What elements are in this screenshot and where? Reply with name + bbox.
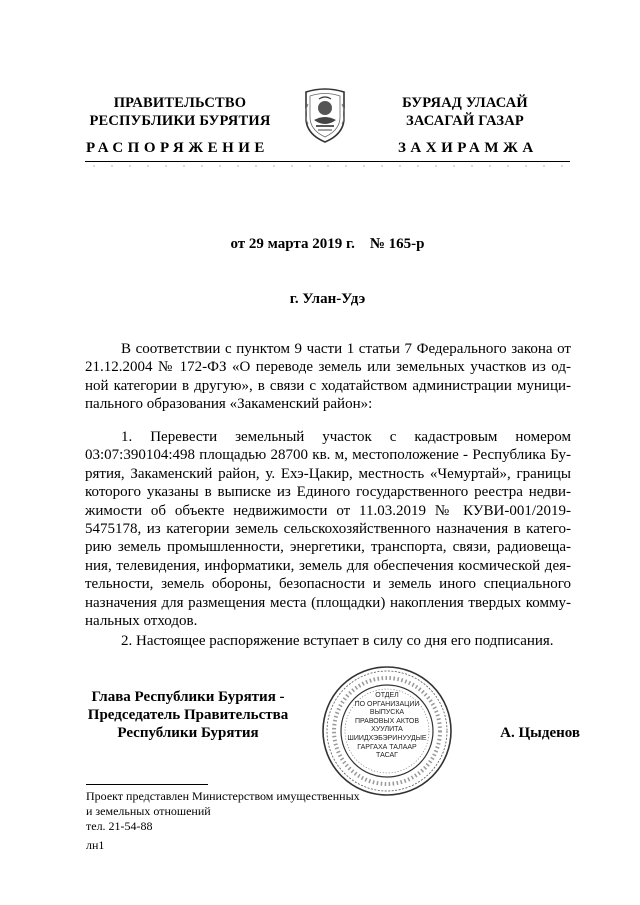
item-1-line: которого указаны в выписке из Единого государственного реестра недви- [85,484,571,501]
footer-divider [86,784,208,785]
coat-of-arms-emblem [300,84,350,144]
city: г. Улан-Удэ [289,291,366,307]
stamp-line: ГАРГАХА ТАЛААР [357,743,417,751]
stamp-line: ХУУЛИТА [371,726,403,734]
stamp-line: ВЫПУСКА [369,709,405,717]
item-1-line: назначения для размещения места (площадки) накопления твердых комму- [85,594,571,611]
item-1-paragraph [85,428,571,630]
stamp-line: ТАСАГ [376,752,398,760]
signatory-name: А. Цыденов [500,725,580,741]
footer-line-1: Проект представлен Министерством имущественных [86,789,360,803]
position-line-3: Республики Бурятия [117,725,259,741]
signatory-position [78,688,298,742]
footer-note [86,789,406,834]
footer-line-2: и земельных отношений [86,804,211,818]
item-1-line: 5475178, из категории земель сельскохозяйственного назначения в катего- [85,521,571,538]
stamp-line: ОТДЕЛ [375,692,399,699]
right-title-line-2: ЗАСАГАЙ ГАЗАР [406,113,524,129]
item-1-line: жимости об объекте недвижимости от 11.03.2019 № КУВИ-001/2019- [85,502,571,519]
item-1-line: тельности, земель обороны, безопасности и земель иного специального [85,576,571,593]
right-title-line-1: БУРЯАД УЛАСАЙ [402,95,528,111]
header-divider [85,161,570,162]
intro-line: В соответствии с пунктом 9 части 1 статьи 7 Федерального закона от [121,341,571,357]
footer-code: лн1 [86,838,105,852]
position-line-2: Председатель Правительства [87,707,289,723]
left-doc-type: РАСПОРЯЖЕНИЕ [86,140,269,156]
item-1-line: рятия, Закаменский район, у. Ехэ-Цакир, местность «Чемуртай», границы [85,465,571,482]
stamp-line: ШИИДХЭБЭРИНУУДЫЕ [347,734,427,742]
left-title-line-1: ПРАВИТЕЛЬСТВО [113,95,247,111]
item-1-line: нальных отходов. [85,613,198,630]
item-2-paragraph [121,632,571,650]
left-title-line-2: РЕСПУБЛИКИ БУРЯТИЯ [89,113,271,129]
item-1-line: ния, телевидения, информатики, земель для обеспечения космической дея- [85,557,571,574]
intro-paragraph [85,340,571,414]
footer-phone: тел. 21-54-88 [86,819,153,833]
item-1-line: 1. Перевести земельный участок с кадастровым номером [121,429,571,445]
intro-line: ной категории в другую», в связи с ходатайством администрации муници- [85,377,571,394]
date-and-number: от 29 марта 2019 г. № 165-р [230,236,425,252]
stamp-line: ПРАВОВЫХ АКТОВ [354,717,420,725]
item-1-line: 03:07:390104:498 площадью 28700 кв. м, местоположение - Республика Бу- [85,447,571,464]
left-header-title [75,94,285,130]
official-stamp [320,664,454,798]
item-1-line: рию земель промышленности, энергетики, транспорта, связи, радиовеща- [85,539,571,556]
intro-line: 21.12.2004 № 172-ФЗ «О переводе земель или земельных участков из од- [85,359,571,376]
intro-line: пального образования «Закаменский район»: [85,396,373,413]
position-line-1: Глава Республики Бурятия - [91,689,285,705]
header-dotted-line [85,164,570,168]
right-doc-type: ЗАХИРАМЖА [398,140,538,156]
stamp-text [347,692,427,761]
item-2-text: 2. Настоящее распоряжение вступает в силу со дня его подписания. [121,633,554,649]
right-header-title [365,94,565,130]
stamp-line: ПО ОРГАНИЗАЦИИ [354,700,420,708]
